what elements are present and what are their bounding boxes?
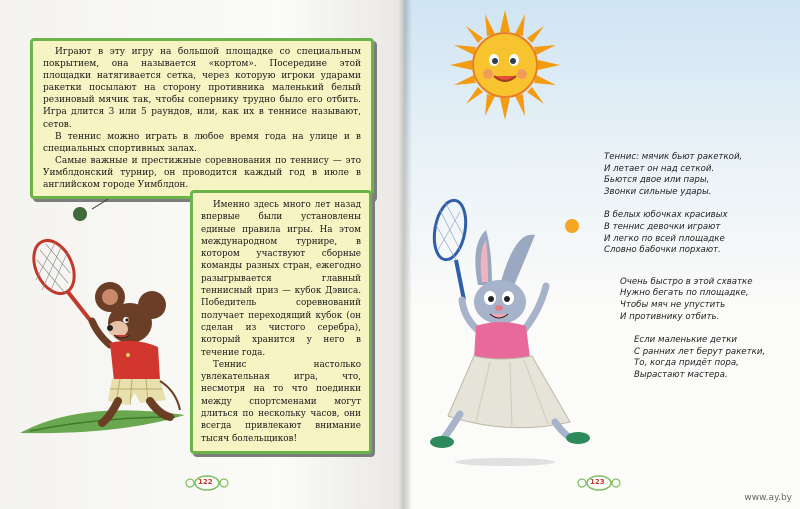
tennis-ball-icon: [73, 207, 87, 221]
poem-stanza: [634, 335, 794, 381]
sun-illustration: [450, 10, 560, 120]
poem-line: Словно бабочки порхают.: [604, 245, 721, 256]
paragraph: Играют в эту игру на большой площадке со специальным покрытием, она называется «кортом». Посередине этой площадки натягивается сетка, через которую игроки ударами ракетки посылают на сторону противника маленький белый резиновый мячик так, чтобы сопернику трудно было его отбить. Игра длится 3 или 5 раундов, или, как их в теннисе называют, сетов.: [43, 47, 361, 130]
poem-line: Чтобы мяч не упустить: [620, 299, 726, 310]
paragraph: Именно здесь много лет назад впервые были установлены единые правила игры. На этом международном турнире, в котором участвуют сборные команды разных стран, ежегодно разыгрывается главный теннисный приз — кубок Дэвиса. Победитель соревнований получает переходящий кубок (он сделан из чистого серебра), который хранится у него в течение года.: [201, 200, 361, 358]
mouse-tennis-illustration: [10, 195, 190, 455]
tennis-poem: [604, 152, 794, 394]
poem-line: Очень быстро в этой схватке: [620, 276, 753, 287]
poem-line: В теннис девочки играют: [604, 221, 721, 232]
poem-stanza: [604, 152, 794, 198]
page-number: 123: [590, 478, 605, 486]
racket-icon: [26, 234, 82, 300]
poem-line: В белых юбочках красивых: [604, 210, 728, 221]
poem-line: И противнику отбить.: [620, 311, 720, 322]
poem-line: То, когда придёт пора,: [634, 358, 739, 369]
poem-line: Бьются двое или пары,: [604, 175, 710, 186]
page-number: 122: [198, 478, 213, 486]
poem-line: Если маленькие детки: [634, 335, 737, 346]
poem-line: Вырастают мастера.: [634, 369, 728, 380]
poem-stanza: [620, 277, 794, 323]
watermark: www.ay.by: [744, 493, 792, 503]
paragraph: В теннис можно играть в любое время года на улице и в специальных спортивных залах.: [43, 131, 361, 154]
poem-line: Теннис: мячик бьют ракеткой,: [604, 152, 743, 162]
poem-stanza: [604, 210, 794, 256]
book-gutter: [398, 0, 412, 509]
poem-line: И летает он над сеткой.: [604, 163, 715, 174]
poem-line: Звонки сильные удары.: [604, 186, 712, 197]
poem-line: С ранних лет берут ракетки,: [634, 346, 766, 357]
paragraph: Самые важные и престижные соревнования по теннису — это Уимблдонский турнир, он проводится каждый год в июле в английском городе Уимблдон.: [43, 155, 361, 191]
paragraph: Теннис настолько увлекательная игра, что, несмотря на то что поединки между спортсменами могут длиться по нескольку часов, они всегда привлекают внимание тысяч болельщиков!: [201, 359, 361, 444]
text-box-wimbledon: [190, 190, 372, 454]
bunny-tennis-illustration: [420, 190, 595, 470]
poem-line: Нужно бегать по площадке,: [620, 288, 749, 299]
text-box-intro: [30, 38, 374, 199]
poem-line: И легко по всей площадке: [604, 233, 725, 244]
